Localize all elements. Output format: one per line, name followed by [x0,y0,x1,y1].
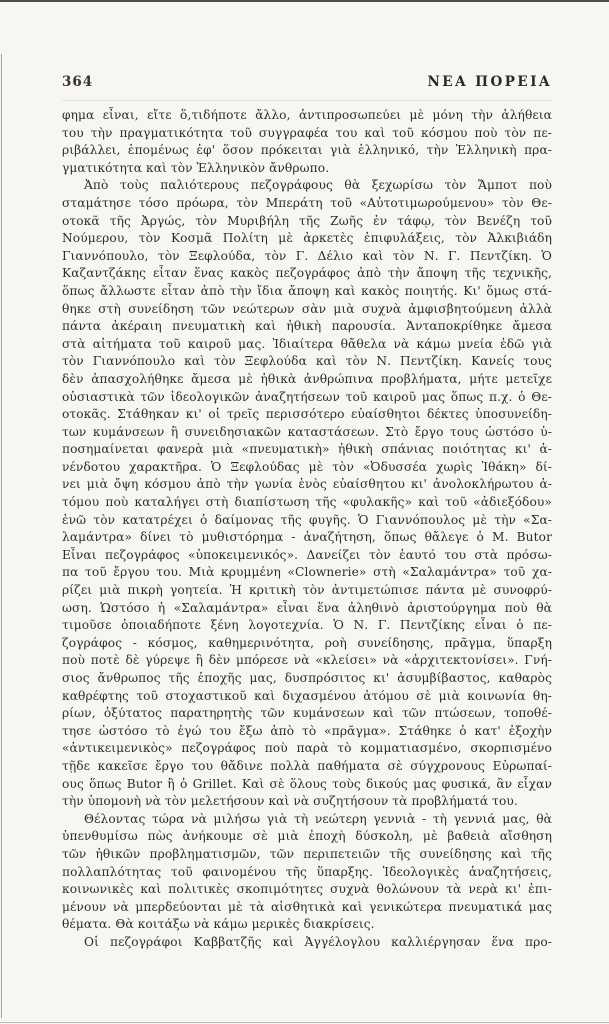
text-line: του τὴν πραγματικότητα τοῦ συγγραφέα του καὶ τοῦ κόσμου ποὺ τὸν πε- [62,125,552,140]
text-line: «ἀντικειμενικὸς» πεζογράφος ποὺ παρὰ τὸ κομματιασμένο, σκορπισμένο [62,741,552,756]
text-line: Θέλοντας τώρα νὰ μιλήσω γιὰ τὴ νεώτερη γεννιὰ - τὴ γεννιά μας, θὰ [84,811,552,826]
text-line: πα τοῦ ἔργου του. Μιὰ κρυμμένη «Clownerie» στὴ «Σαλαμάντρα» τοῦ χα- [62,565,552,580]
text-line: τὸν Γιαννόπουλο καὶ τὸν Ξεφλούδα καὶ τὸν Ν. Πεντζίκη. Κανείς τους [62,354,552,369]
text-line: γματικότητα καὶ τὸν Ἑλληνικὸν ἄνθρωπο. [62,160,330,175]
text-line: ζογράφος - κόσμος, καθημερινότητα, ροὴ συνείδησης, πρᾶγμα, ὕπαρξη [62,635,552,650]
text-line: τὴν ὑπομονὴ νὰ τὸν μελετήσουν καὶ νὰ συζητήσουν τὰ προβλήματά του. [62,794,518,809]
page-header [62,74,552,90]
text-line: σταμάτησε τόσο πρόωρα, τὸν Μπεράτη τοῦ «Αὐτοτιμωρούμενου» τὸν Θε- [62,195,552,210]
text-line: λαμάντρα» δίνει τὸ μυθιστόρημα - ἀναζήτηση, ὅπως θἄλεγε ὁ M. Butor [62,530,552,545]
text-line: σιος ἄνθρωπος τῆς ἐποχῆς μας, δυσπρόσιτος κι' ἀσυμβίβαστος, καθαρὸς [62,671,552,685]
text-line: ποσημαίνεται φανερὰ μιὰ «πνευματικὴ» ἠθικὴ σπάνιας ποιότητας κι' ἀ- [62,442,552,457]
text-line: Οἱ πεζογράφοι Καββατζῆς καὶ Ἀγγέλογλου καλλιέργησαν ἕνα προ- [84,934,552,949]
text-line: ωση. Ὡστόσο ἡ «Σαλαμάντρα» εἶναι ἕνα ἀληθινὸ ἀριστούργημα ποὺ θὰ [62,600,552,615]
text-line: οτοκᾶ τῆς Ἀργώς, τὸν Μυριβήλη τῆς Ζωῆς ἐν τάφῳ, τὸν Βενέζη τοῦ [62,213,552,228]
text-line: ρίζει μιὰ πικρὴ γοητεία. Ἡ κριτικὴ τὸν ἀντιμετώπισε πάντα μὲ συνοφρύ- [62,583,552,598]
page-body [62,107,552,952]
header-rule [62,100,552,101]
text-line: τῶν ἠθικῶν προβληματισμῶν, τῶν περιπετειῶν τῆς συνείδησης καὶ τῆς [62,846,552,861]
text-line: ρίων, ὀξύτατος παρατηρητὴς τῶν κυμάνσεων καὶ τῶν πτώσεων, τοποθέ- [62,706,552,721]
text-line: νει μιὰ ὄψη κόσμου ἀπὸ τὴν γωνία ἑνὸς εὐαίσθητου κι' ἀνολοκλήρωτου ἀ- [62,477,552,492]
text-line: θέματα. Θὰ κοιτάξω νὰ κάμω μερικὲς διακρίσεις. [62,917,375,932]
text-line: ους ὅπως Butor ἢ ὁ Grillet. Καὶ σὲ ὅλους τοὺς δικούς μας φυσικά, ἂν εἶχαν [62,776,552,791]
text-line: δὲν ἀπασχολήθηκε ἄμεσα μὲ ἠθικὰ ἀνθρώπινα προβλήματα, μήτε μετεῖχε [62,371,552,386]
text-line: Ἀπὸ τοὺς παλιότερους πεζογράφους θὰ ξεχωρίσω τὸν Ἄμποτ ποὺ [84,178,552,193]
text-line: ποὺ ποτὲ δὲ γύρεψε ἢ δὲν μπόρεσε νὰ «κλείσει» νὰ «ἀρχιτεκτονίσει». Γνή- [62,653,552,668]
text-line: Νούμερου, τὸν Κοσμᾶ Πολίτη μὲ ἀρκετὲς ἐπιφυλάξεις, τὸν Ἀλκιβιάδη [62,231,552,246]
journal-title: ΝΕΑ ΠΟΡΕΙΑ [427,74,552,90]
text-line: ὅπως ἄλλωστε εἶταν ἀπὸ τὴν ἴδια ἄποψη καὶ κακὸς ποιητής. Κι' ὅμως στά- [62,283,552,298]
text-line: τησε ὡστόσο τὸ ἐγώ του ἔξω ἀπὸ τὸ «πρᾶγμα». Στάθηκε ὁ κατ' ἐξοχὴν [62,723,552,738]
text-line: τῇδε κακεῖσε ἔργο του θἄδινε πολλὰ παθήματα σὲ σύγχρονους Εὐρωπαί- [62,758,552,773]
scan-edge-bottom [0,1022,609,1023]
scan-edge-top [0,0,609,2]
scan-edge-left [1,54,2,1018]
text-line: οὐσιαστικὰ τῶν ἰδεολογικῶν ἀναζητήσεων τοῦ καιροῦ μας ὅπως π.χ. ὁ Θε- [62,389,552,404]
text-line: Εἶναι πεζογράφος «ὑποκειμενικός». Δανείζει τὸν ἑαυτό του στὰ πρόσω- [62,547,552,562]
text-line: ριβάλλει, ἑπομένως ἐφ' ὅσον πρόκειται γιὰ ἑλληνικό, τὴν Ἑλληνικὴ πρα- [62,143,552,158]
text-line: οτοκᾶς. Στάθηκαν κι' οἱ τρεῖς περισσότερο εὐαίσθητοι δέκτες ὑποσυνείδη- [62,407,552,422]
text-line: τιμοῦσε ὁποιαδήποτε ξένη λογοτεχνία. Ὁ Ν. Γ. Πεντζίκης εἶναι ὁ πε- [62,618,552,633]
text-line: μένουν νὰ μπερδεύονται μὲ τὰ αἰσθητικὰ καὶ γενικώτερα πνευματικά μας [62,899,552,914]
page-number: 364 [62,74,94,90]
text-line: νένδοτου χαρακτῆρα. Ὁ Ξεφλούδας μὲ τὸν «Ὀδυσσέα χωρὶς Ἰθάκη» δί- [62,459,552,474]
text-line: Γιαννόπουλο, τὸν Ξεφλούδα, τὸν Γ. Δέλιο καὶ τὸν Ν. Γ. Πεντζίκη. Ὁ [62,248,552,263]
text-line: τόμου ποὺ καταλήγει στὴ διαπίστωση τῆς «φυλακῆς» καὶ τοῦ «ἀδιεξόδου» [62,495,552,510]
text-line: των κυμάνσεων ἢ συνειδησιακῶν καταστάσεων. Στὸ ἔργο τους ὡστόσο ὑ- [62,424,552,439]
text-line: φημα εἶναι, εἴτε ὅ,τιδήποτε ἄλλο, ἀντιπροσωπεύει μὲ μόνη τὴν ἀλήθεια [62,108,552,122]
text-line: καθρέφτης τοῦ στοχαστικοῦ καὶ διχασμένου ἀτόμου σὲ μιὰ κοινωνία θη- [62,688,552,703]
text-line: πάντα ἀκέραιη πνευματικὴ καὶ ἠθικὴ παρουσία. Ἀνταποκρίθηκε ἄμεσα [62,319,552,334]
text-line: Καζαντζάκης εἶταν ἕνας κακὸς πεζογράφος ἀπὸ τὴν ἄποψη τῆς τεχνικῆς, [62,266,552,281]
text-line: στὰ αἰτήματα τοῦ καιροῦ μας. Ἰδιαίτερα θἄθελα νὰ κάμω μνεία ἐδῶ γιὰ [62,336,552,351]
text-line: ἐνῶ τὸν κατατρέχει ὁ δαίμονας τῆς φυγῆς. Ὁ Γιαννόπουλος μὲ τὴν «Σα- [62,512,552,527]
text-line: θηκε στὴ συνείδηση τῶν νεώτερων σὰν μιὰ συχνὰ ἀμφισβητούμενη ἀλλὰ [62,301,552,316]
text-line: ὑπενθυμίσω πὼς ἀνήκουμε σὲ μιὰ ἐποχὴ δύσκολη, μὲ βαθειὰ αἴσθηση [62,829,552,844]
text-line: πολλαπλότητας τοῦ φαινομένου τῆς ὕπαρξης. Ἰδεολογικὲς ἀναζητήσεις, [62,864,552,879]
text-line: κοινωνικὲς καὶ πολιτικὲς σκοπιμότητες συχνὰ θολώνουν τὰ νερὰ κι' ἐπι- [62,882,552,897]
